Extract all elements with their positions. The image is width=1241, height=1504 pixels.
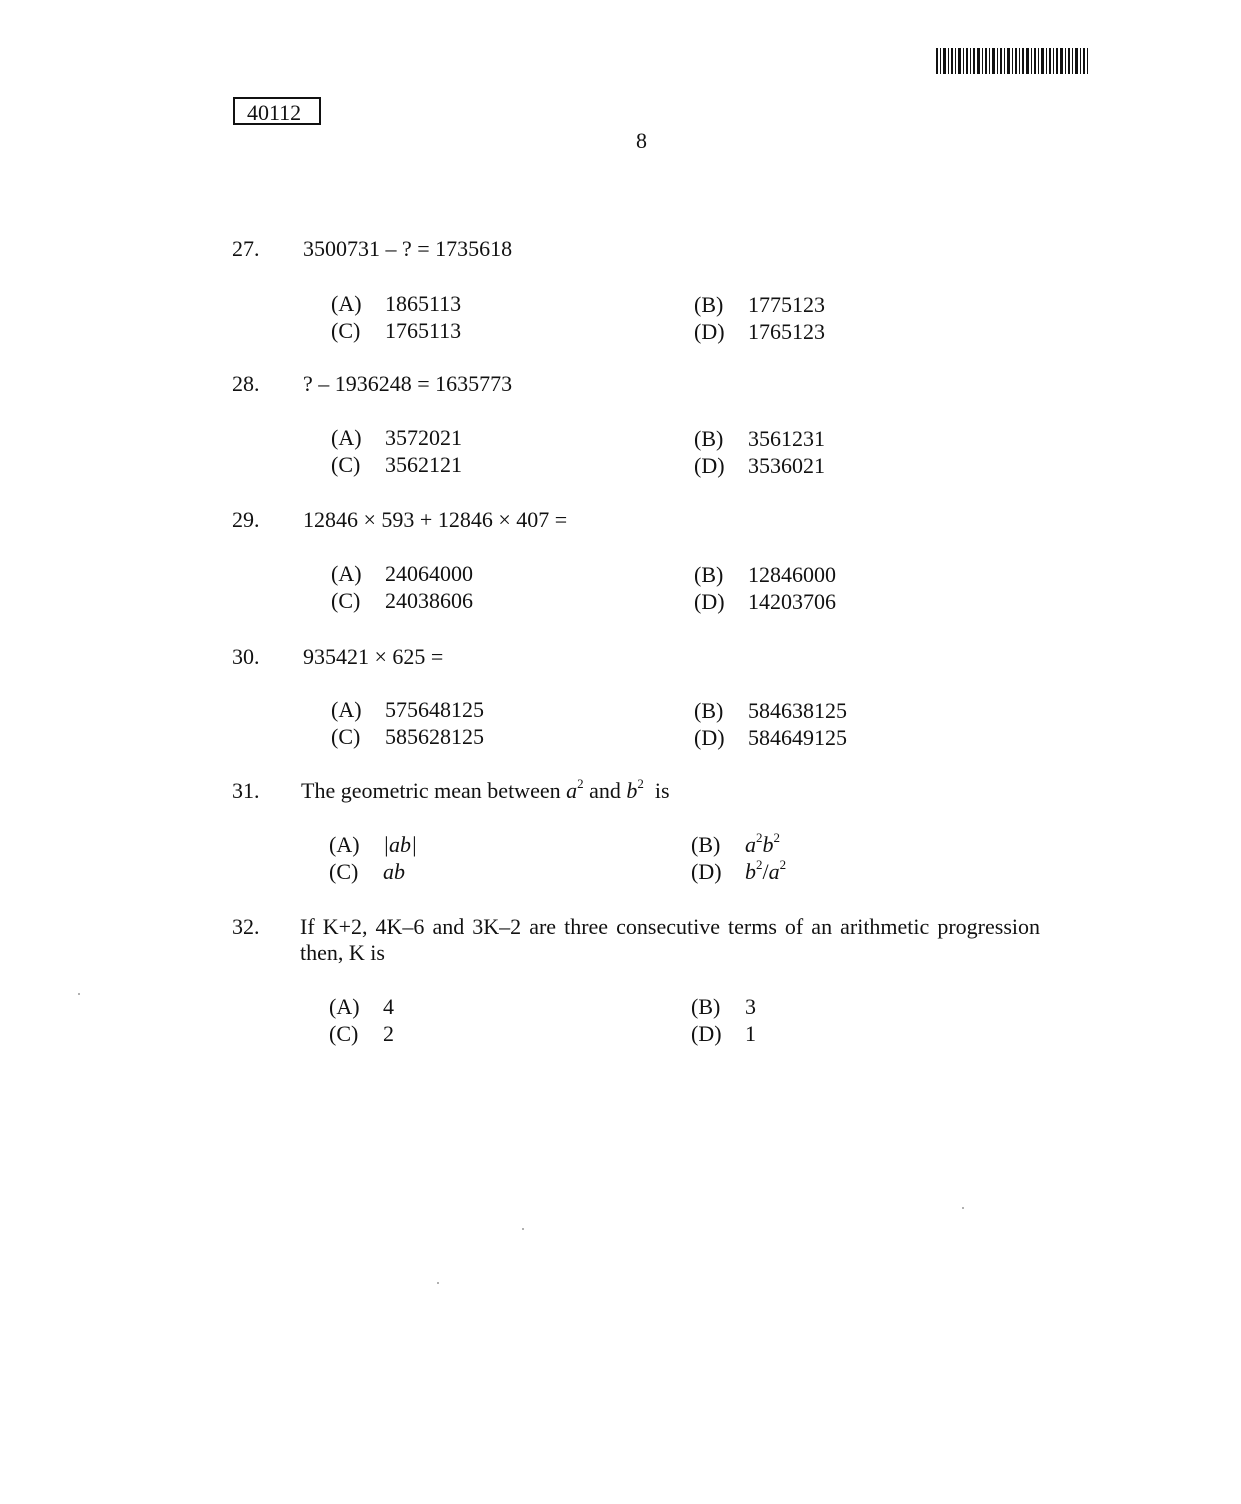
option-value [745, 859, 786, 885]
option-a [331, 697, 484, 723]
base: b [745, 859, 756, 884]
option-label: (B) [694, 292, 724, 317]
option-label: (D) [694, 589, 725, 614]
option-label: (A) [331, 425, 362, 450]
option-a [331, 425, 462, 451]
option-label: (A) [331, 697, 362, 722]
option-label: (C) [329, 859, 359, 884]
option-c [331, 452, 462, 478]
option-value: 24064000 [385, 561, 473, 586]
option-label: (B) [694, 562, 724, 587]
question-text: If K+2, 4K–6 and 3K–2 are three consecutive terms of an arithmetic progression then, K is [300, 914, 1040, 965]
base: a [768, 859, 780, 884]
question-number: 31. [232, 778, 260, 803]
option-b [691, 994, 756, 1020]
question-number: 30. [232, 644, 260, 669]
scan-speck [522, 1228, 524, 1230]
option-b [694, 698, 847, 724]
option-value: 3572021 [385, 425, 462, 450]
option-label: (B) [694, 426, 724, 451]
var-a: a [566, 778, 578, 803]
option-value: 575648125 [385, 697, 484, 722]
option-value: 1765123 [748, 319, 825, 344]
exponent: 2 [756, 830, 763, 845]
question-text: 12846 × 593 + 12846 × 407 = [303, 507, 568, 532]
paper-code: 40112 [247, 100, 302, 125]
option-value: 585628125 [385, 724, 484, 749]
option-value: 24038606 [385, 588, 473, 613]
option-value: 584638125 [748, 698, 847, 723]
option-label: (D) [691, 859, 722, 884]
text-lead: The geometric mean between [301, 778, 567, 803]
option-b [691, 832, 780, 858]
option-a [329, 994, 394, 1020]
option-d [694, 725, 847, 751]
option-label: (A) [331, 291, 362, 316]
option-label: (A) [331, 561, 362, 586]
option-c [329, 859, 405, 885]
option-a [329, 832, 417, 858]
exponent: 2 [577, 776, 584, 791]
option-a [331, 291, 461, 317]
option-label: (C) [331, 724, 361, 749]
scan-speck [78, 993, 80, 995]
separator: / [762, 859, 769, 884]
exponent: 2 [637, 776, 644, 791]
option-label: (C) [331, 452, 361, 477]
scan-speck [962, 1207, 964, 1209]
option-label: (D) [691, 1021, 722, 1046]
option-a [331, 561, 473, 587]
option-value: 3536021 [748, 453, 825, 478]
base: b [762, 832, 774, 857]
option-label: (D) [694, 725, 725, 750]
option-d [694, 589, 836, 615]
question-number: 28. [232, 371, 260, 396]
option-value: 1775123 [748, 292, 825, 317]
option-b [694, 292, 825, 318]
exponent: 2 [779, 857, 787, 872]
option-value [745, 832, 780, 858]
option-value: 1 [745, 1021, 756, 1046]
option-c [329, 1021, 394, 1047]
option-label: (C) [329, 1021, 359, 1046]
var-b: b [626, 778, 638, 803]
paper-code-box [233, 97, 321, 125]
text-and: and [583, 778, 627, 803]
option-b [694, 426, 825, 452]
option-value: 14203706 [748, 589, 836, 614]
scan-speck [437, 1282, 439, 1284]
option-d [691, 1021, 756, 1047]
option-c [331, 588, 473, 614]
option-value: 1765113 [385, 318, 462, 343]
question-number: 29. [232, 507, 260, 532]
option-label: (B) [691, 832, 721, 857]
option-value: 1865113 [385, 291, 462, 316]
option-label: (C) [331, 318, 361, 343]
exponent: 2 [773, 830, 780, 845]
option-value: 4 [383, 994, 394, 1019]
question-number: 27. [232, 236, 260, 261]
option-value: 2 [383, 1021, 394, 1046]
option-value: 3561231 [748, 426, 825, 451]
option-value: 584649125 [748, 725, 847, 750]
option-value: 3562121 [385, 452, 462, 477]
option-d [694, 453, 825, 479]
question-text: ? – 1936248 = 1635773 [303, 371, 513, 396]
option-d [691, 859, 786, 885]
option-value: |ab| [383, 832, 418, 857]
option-value: 3 [745, 994, 756, 1019]
option-label: (D) [694, 319, 725, 344]
text-tail: is [643, 778, 670, 803]
option-label: (A) [329, 994, 360, 1019]
option-value: 12846000 [748, 562, 836, 587]
option-d [694, 319, 825, 345]
option-label: (A) [329, 832, 360, 857]
option-value: ab [383, 859, 405, 884]
question-number: 32. [232, 914, 260, 939]
option-c [331, 724, 484, 750]
option-label: (D) [694, 453, 725, 478]
question-text: 3500731 – ? = 1735618 [303, 236, 513, 261]
barcode [936, 48, 1088, 74]
question-text [301, 778, 1041, 804]
option-c [331, 318, 461, 344]
option-label: (B) [691, 994, 721, 1019]
exponent: 2 [756, 857, 763, 872]
option-label: (B) [694, 698, 724, 723]
option-b [694, 562, 836, 588]
question-text: 935421 × 625 = [303, 644, 444, 669]
base: a [745, 832, 756, 857]
page-number: 8 [636, 128, 647, 153]
option-label: (C) [331, 588, 361, 613]
